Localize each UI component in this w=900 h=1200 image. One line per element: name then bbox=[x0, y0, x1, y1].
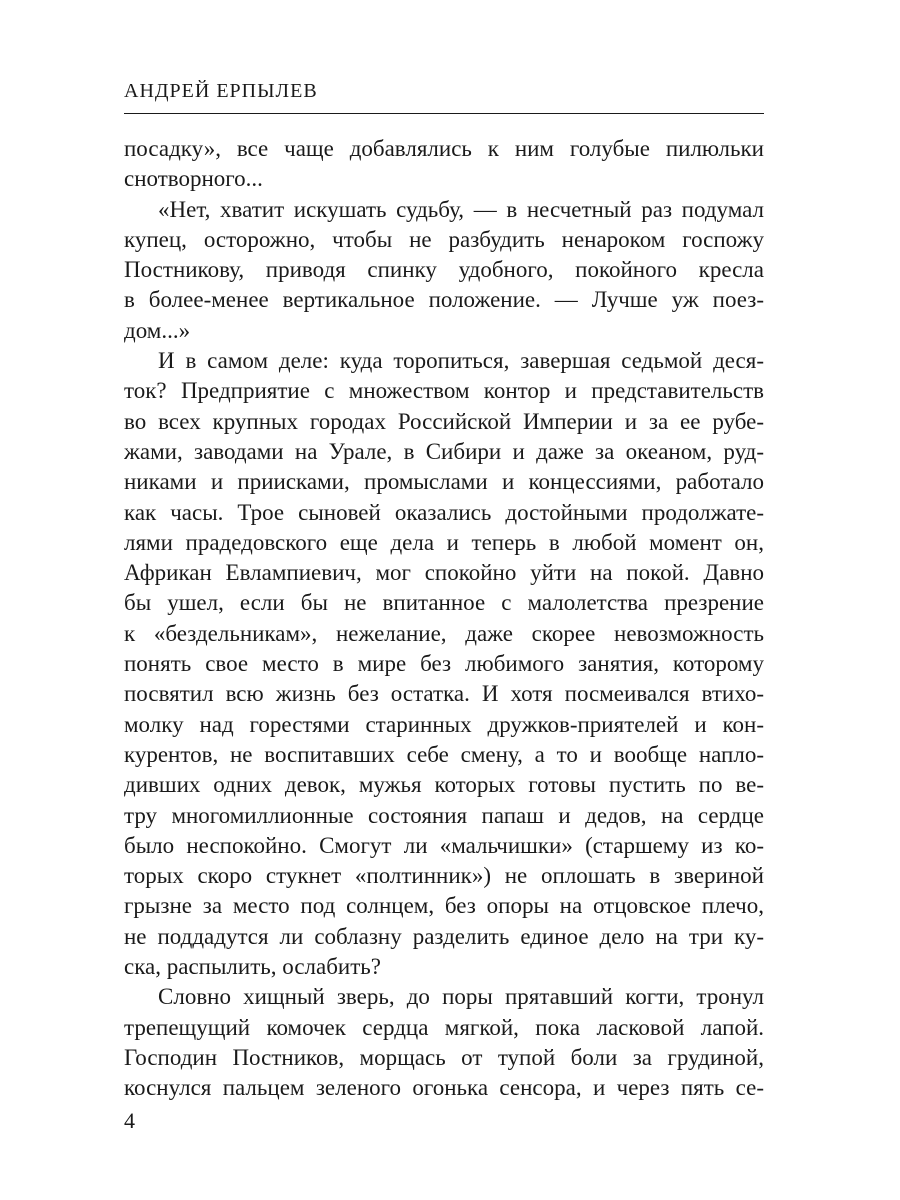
text-line: ток? Предприятие с множеством контор и представительств bbox=[124, 378, 764, 404]
text-line: дом...» bbox=[124, 317, 191, 343]
text-line: Африкан Евлампиевич, мог спокойно уйти на покой. Давно bbox=[124, 560, 764, 586]
body-text bbox=[124, 134, 764, 1104]
text-line: ска, распылить, ослабить? bbox=[124, 954, 381, 980]
page-number: 4 bbox=[124, 1108, 135, 1133]
text-line: молку над горестями старинных дружков-приятелей и кон- bbox=[124, 711, 764, 737]
text-line: коснулся пальцем зеленого огонька сенсора, и через пять се- bbox=[124, 1075, 764, 1101]
text-line: Словно хищный зверь, до поры прятавший когти, тронул bbox=[158, 984, 764, 1010]
text-line: трепещущий комочек сердца мягкой, пока ласковой лапой. bbox=[124, 1014, 764, 1040]
text-line: купец, осторожно, чтобы не разбудить ненароком госпожу bbox=[124, 226, 764, 252]
text-line: Постникову, приводя спинку удобного, покойного кресла bbox=[124, 257, 764, 283]
text-line: посадку», все чаще добавлялись к ним голубые пилюльки bbox=[124, 136, 764, 161]
text-line: лями прадедовского еще дела и теперь в любой момент он, bbox=[124, 529, 764, 555]
text-line: никами и приисками, промыслами и концессиями, работало bbox=[124, 469, 764, 495]
text-line: снотворного... bbox=[124, 166, 263, 192]
text-line: понять свое место в мире без любимого занятия, которому bbox=[124, 651, 764, 677]
text-line: к «бездельникам», нежелание, даже скорее невозможность bbox=[124, 620, 764, 646]
text-line: как часы. Трое сыновей оказались достойными продолжате- bbox=[124, 499, 764, 525]
text-line: было неспокойно. Смогут ли «мальчишки» (старшему из ко- bbox=[124, 832, 764, 858]
text-line: жами, заводами на Урале, в Сибири и даже за океаном, руд- bbox=[124, 438, 764, 464]
text-line: бы ушел, если бы не впитанное с малолетства презрение bbox=[124, 590, 764, 616]
text-line: в более-менее вертикальное положение. — Лучше уж поез- bbox=[124, 287, 764, 313]
text-line: грызне за место под солнцем, без опоры на отцовское плечо, bbox=[124, 893, 764, 919]
text-line: во всех крупных городах Российской Империи и за ее рубе- bbox=[124, 408, 764, 434]
text-line: дивших одних девок, мужья которых готовы пустить по ве- bbox=[124, 772, 764, 798]
text-line: Господин Постников, морщась от тупой боли за грудиной, bbox=[124, 1044, 764, 1070]
text-line: И в самом деле: куда торопиться, завершая седьмой деся- bbox=[158, 348, 764, 374]
text-line: посвятил всю жизнь без остатка. И хотя посмеивался втихо- bbox=[124, 681, 764, 707]
text-line: не поддадутся ли соблазну разделить единое дело на три ку- bbox=[124, 923, 764, 949]
text-line: тру многомиллионные состояния папаш и дедов, на сердце bbox=[124, 802, 764, 828]
running-head-author: АНДРЕЙ ЕРПЫЛЕВ bbox=[124, 80, 318, 102]
text-line: «Нет, хватит искушать судьбу, — в несчетный раз подумал bbox=[158, 196, 764, 222]
text-line: курентов, не воспитавших себе смену, а то и вообще напло- bbox=[124, 741, 764, 767]
text-line: торых скоро стукнет «полтинник») не оплошать в звериной bbox=[124, 863, 764, 889]
header-rule bbox=[124, 113, 764, 114]
